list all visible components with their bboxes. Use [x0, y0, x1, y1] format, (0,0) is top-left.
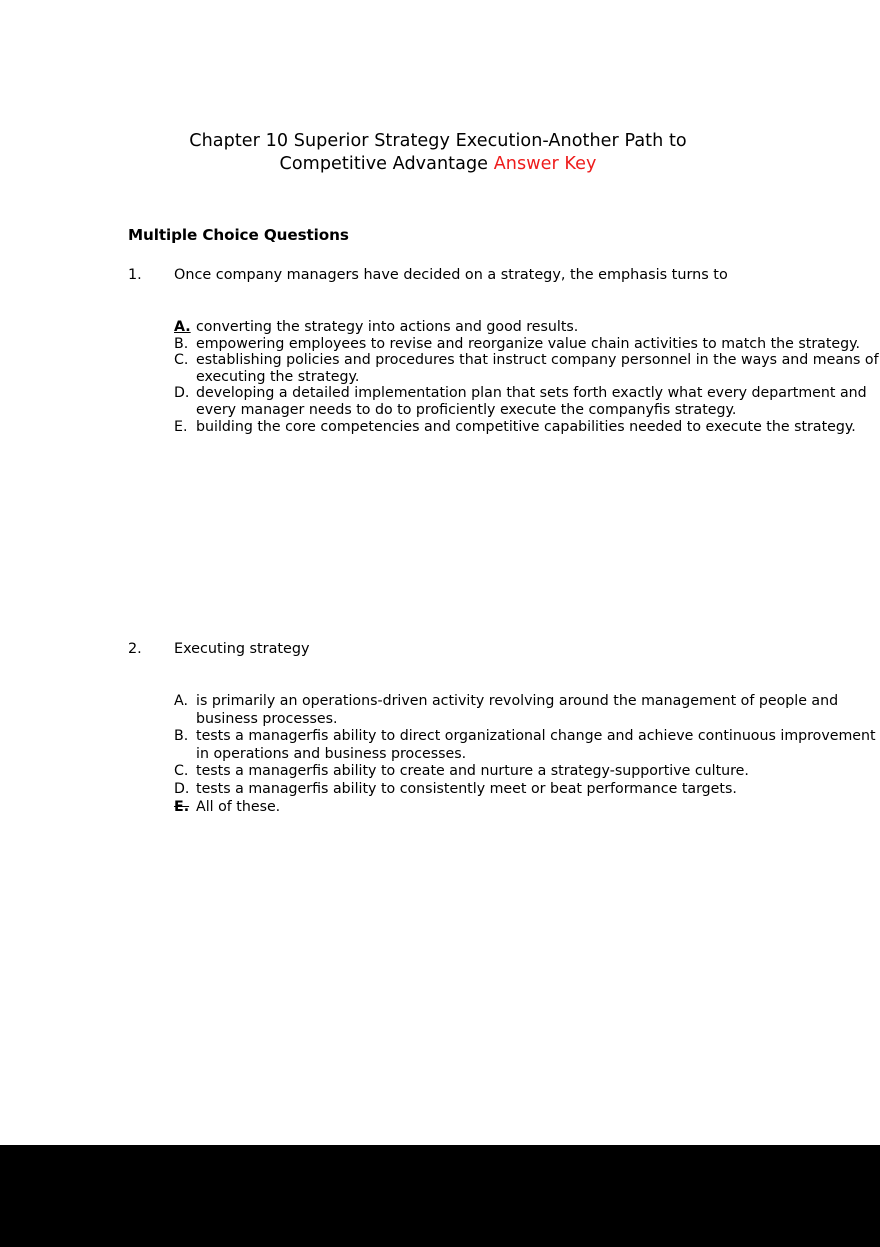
- page-title-line-1: Chapter 10 Superior Strategy Execution-Another Path to: [189, 130, 687, 151]
- answer-key-label: Answer Key: [493, 154, 597, 175]
- option-letter: A.: [174, 693, 188, 709]
- option-item[interactable]: [0, 728, 880, 763]
- option-text: establishing policies and procedures that instruct company personnel in the ways and means of executing the strategy.: [196, 352, 879, 385]
- bottom-black-band: [0, 1145, 880, 1247]
- option-text: tests a managerfis ability to consistently meet or beat performance targets.: [196, 780, 737, 797]
- section-heading: Multiple Choice Questions: [128, 225, 349, 244]
- option-text: developing a detailed implementation plan that sets forth exactly what every department and every manager needs to do to proficiently execute the companyfis strategy.: [196, 385, 867, 418]
- option-text: tests a managerfis ability to direct organizational change and achieve continuous improvement in operations and business processes.: [196, 728, 876, 762]
- option-item[interactable]: [0, 419, 880, 436]
- question-number: 2.: [128, 641, 142, 657]
- option-list: [0, 693, 880, 816]
- option-item[interactable]: [0, 336, 880, 353]
- option-letter-correct: E.: [174, 798, 190, 815]
- option-item[interactable]: [0, 693, 880, 728]
- option-text: tests a managerfis ability to create and nurture a strategy-supportive culture.: [196, 763, 749, 780]
- option-text: converting the strategy into actions and good results.: [196, 319, 579, 335]
- page-title-line-2-main: Competitive Advantage: [279, 154, 494, 175]
- option-item[interactable]: [0, 319, 880, 336]
- option-item[interactable]: [0, 799, 880, 817]
- question-number: 1.: [128, 267, 142, 283]
- option-text: building the core competencies and competitive capabilities needed to execute the strategy.: [196, 418, 856, 435]
- option-letter: D.: [174, 385, 190, 402]
- question-text: Once company managers have decided on a strategy, the emphasis turns to: [174, 267, 728, 283]
- option-letter: D.: [174, 780, 190, 797]
- option-letter: C.: [174, 352, 189, 369]
- option-letter: E.: [174, 418, 188, 435]
- option-item[interactable]: [0, 763, 880, 781]
- question-block: [0, 640, 880, 816]
- option-letter: C.: [174, 763, 189, 780]
- option-letter-correct: A.: [174, 319, 191, 335]
- question-text: Executing strategy: [174, 641, 310, 657]
- question-block: [0, 266, 880, 435]
- option-item[interactable]: [0, 352, 880, 385]
- option-item[interactable]: [0, 385, 880, 418]
- option-list: [0, 319, 880, 435]
- page-title: [128, 130, 748, 177]
- question-stem: [0, 640, 880, 659]
- option-text: empowering employees to revise and reorganize value chain activities to match the strategy.: [196, 335, 861, 352]
- option-text: All of these.: [196, 798, 281, 815]
- question-stem: [0, 266, 880, 285]
- option-text: is primarily an operations-driven activity revolving around the management of people and business processes.: [196, 693, 839, 727]
- option-letter: B.: [174, 728, 189, 745]
- option-letter: B.: [174, 335, 189, 352]
- option-item[interactable]: [0, 781, 880, 799]
